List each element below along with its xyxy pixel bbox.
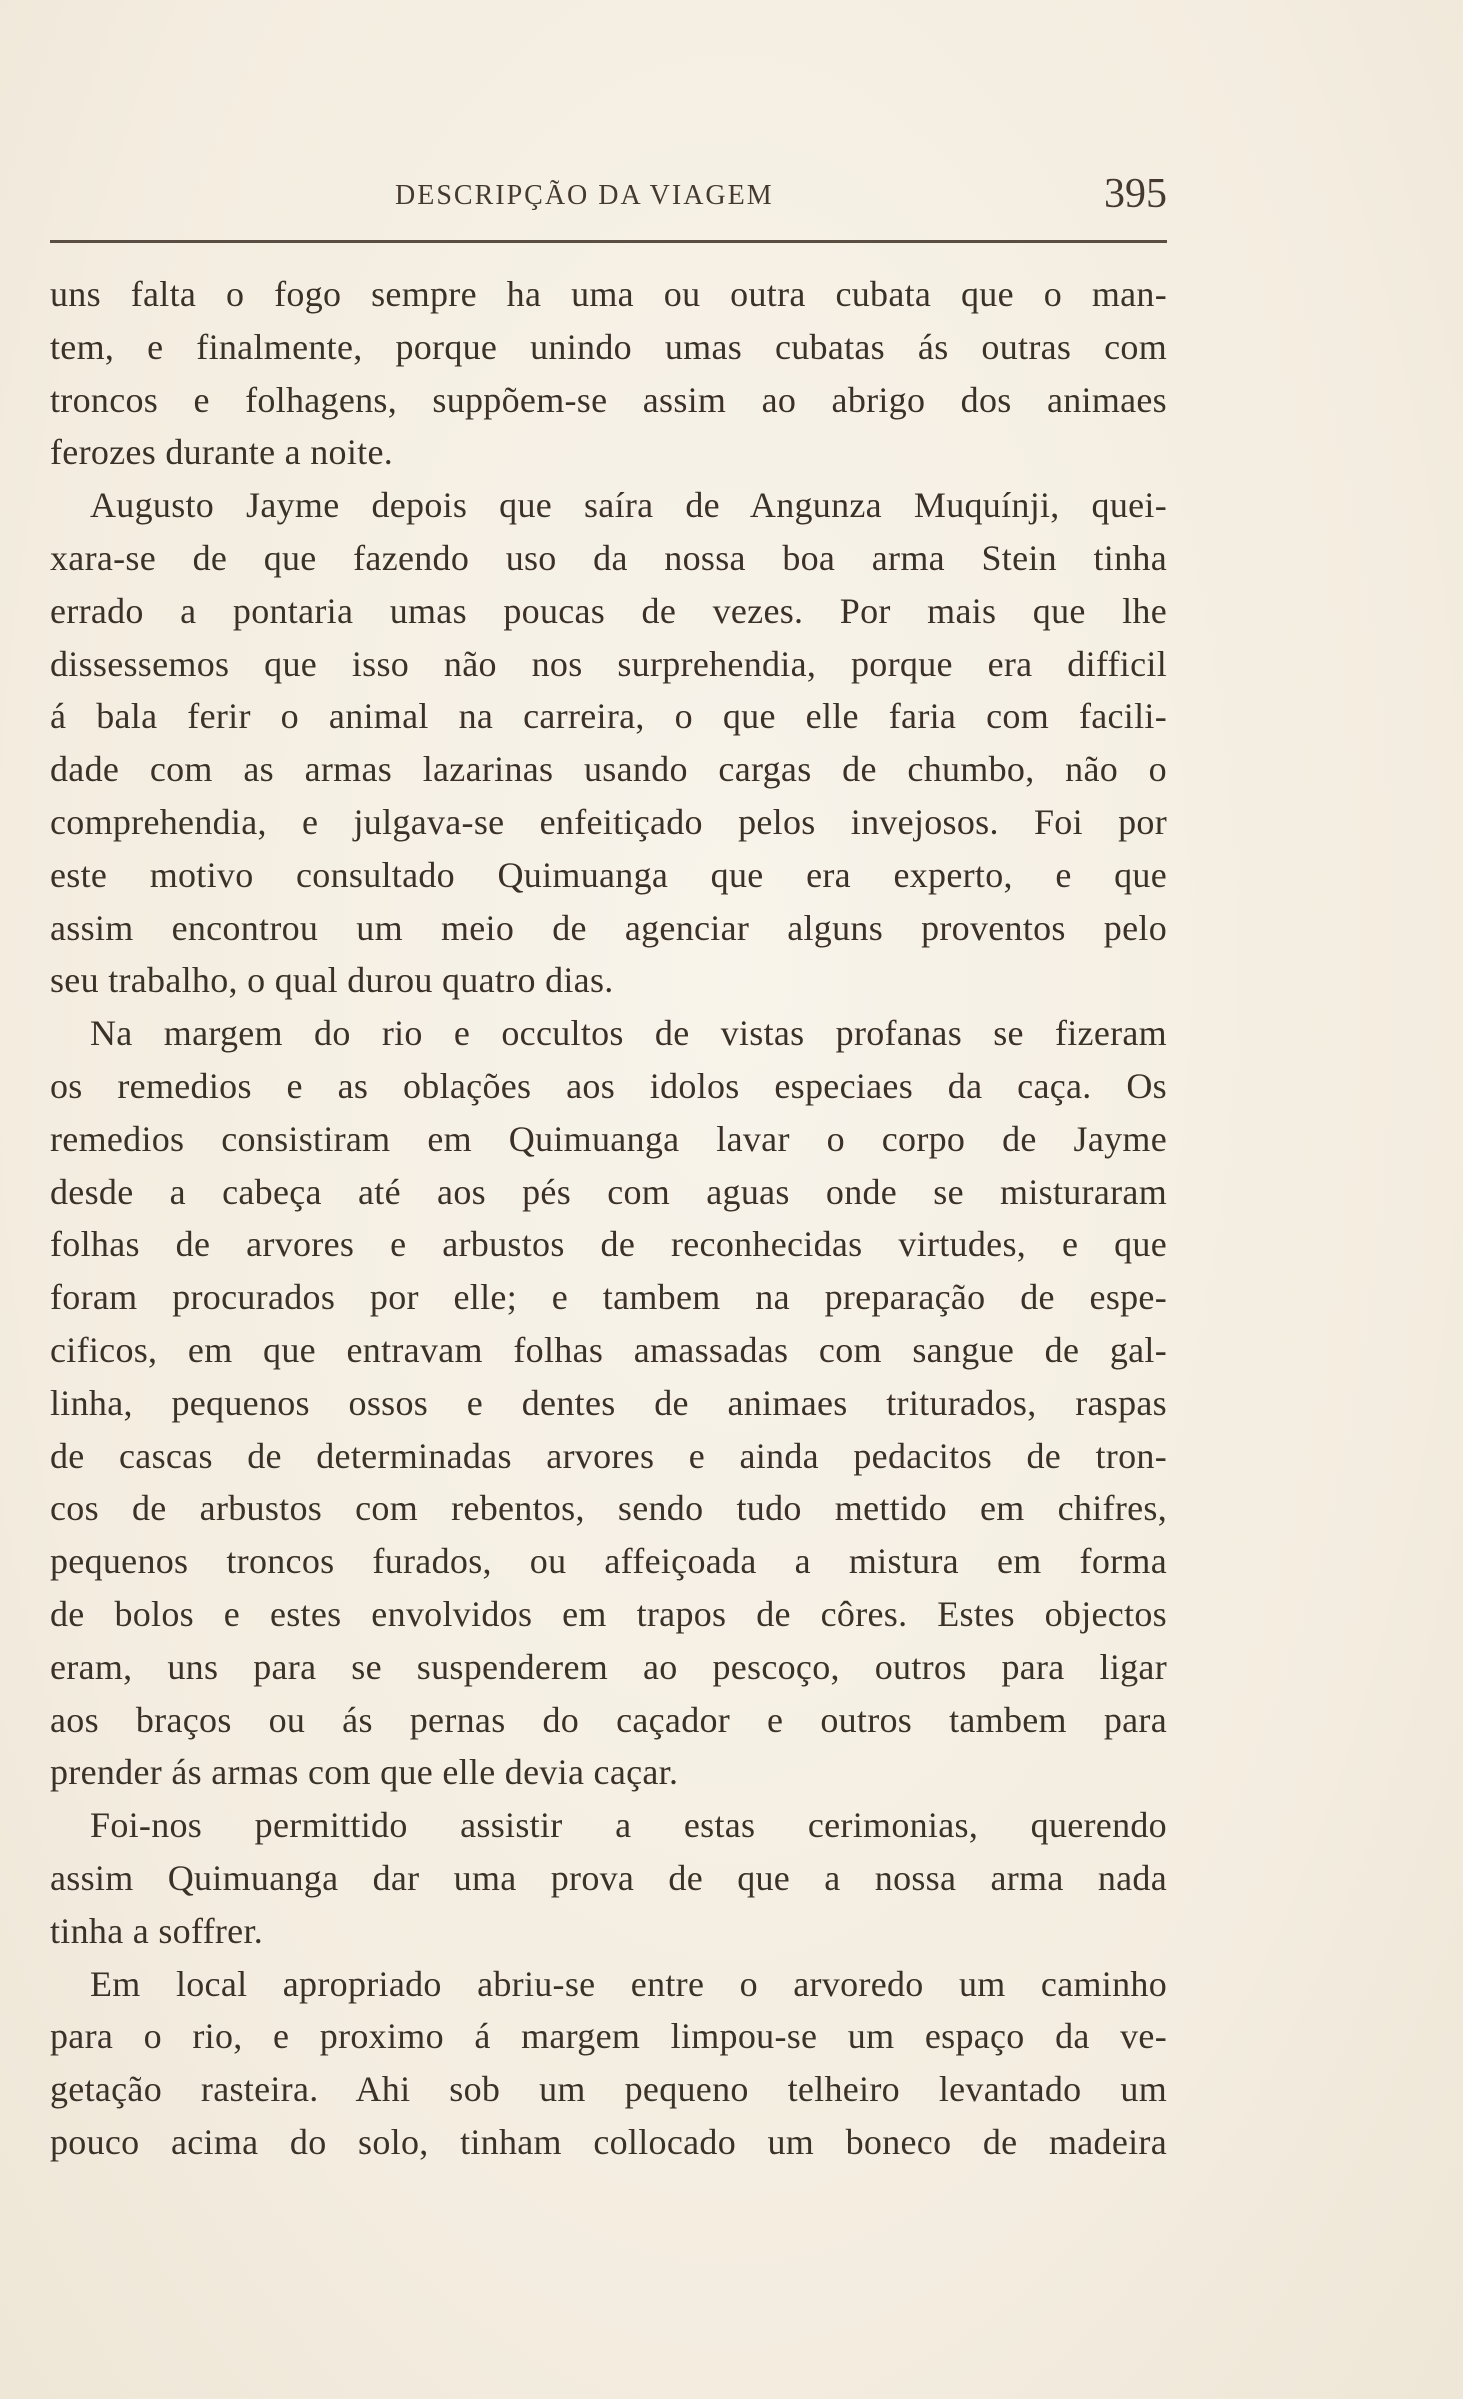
text-line: xara-se de que fazendo uso da nossa boa arma Stein tinha: [50, 537, 1167, 578]
text-line: Foi-nos permittido assistir a estas cerimonias, querendo: [90, 1805, 1167, 1846]
text-line: foram procurados por elle; e tambem na preparação de espe-: [50, 1277, 1167, 1318]
text-line: á bala ferir o animal na carreira, o que elle faria com facili-: [50, 696, 1167, 737]
text-line: remedios consistiram em Quimuanga lavar o corpo de Jayme: [50, 1118, 1167, 1159]
text-line: Em local apropriado abriu-se entre o arvoredo um caminho: [90, 1963, 1167, 2004]
text-line: linha, pequenos ossos e dentes de animaes triturados, raspas: [50, 1382, 1167, 1423]
text-line: cos de arbustos com rebentos, sendo tudo mettido em chifres,: [50, 1488, 1167, 1529]
header-rule: [50, 240, 1167, 243]
page-header: [50, 170, 1167, 230]
text-line: os remedios e as oblações aos idolos especiaes da caça. Os: [50, 1065, 1167, 1106]
running-title: DESCRIPÇÃO DA VIAGEM: [395, 180, 774, 211]
text-line: dade com as armas lazarinas usando cargas de chumbo, não o: [50, 749, 1167, 790]
text-line: getação rasteira. Ahi sob um pequeno telheiro levantado um: [50, 2069, 1167, 2110]
text-line: folhas de arvores e arbustos de reconhecidas virtudes, e que: [50, 1224, 1167, 1265]
text-line: troncos e folhagens, suppõem-se assim ao abrigo dos animaes: [50, 379, 1167, 420]
text-line: de bolos e estes envolvidos em trapos de côres. Estes objectos: [50, 1593, 1167, 1634]
text-line: errado a pontaria umas poucas de vezes. Por mais que lhe: [50, 590, 1167, 631]
text-line: tinha a soffrer.: [50, 1910, 264, 1951]
text-line: cificos, em que entravam folhas amassadas com sangue de gal-: [50, 1329, 1167, 1370]
text-line: Augusto Jayme depois que saíra de Angunza Muquínji, quei-: [90, 485, 1167, 526]
text-line: pouco acima do solo, tinham collocado um boneco de madeira: [50, 2121, 1167, 2162]
text-line: para o rio, e proximo á margem limpou-se um espaço da ve-: [50, 2016, 1167, 2057]
text-line: eram, uns para se suspenderem ao pescoço, outros para ligar: [50, 1646, 1167, 1687]
body-text: [50, 268, 1167, 2169]
text-line: tem, e finalmente, porque unindo umas cubatas ás outras com: [50, 326, 1167, 367]
text-line: Na margem do rio e occultos de vistas profanas se fizeram: [90, 1013, 1167, 1054]
text-line: ferozes durante a noite.: [50, 432, 394, 473]
page-number: 395: [1104, 171, 1167, 217]
text-line: este motivo consultado Quimuanga que era experto, e que: [50, 854, 1167, 895]
text-line: uns falta o fogo sempre ha uma ou outra cubata que o man-: [50, 274, 1167, 314]
text-line: pequenos troncos furados, ou affeiçoada a mistura em forma: [50, 1541, 1167, 1582]
text-line: desde a cabeça até aos pés com aguas onde se misturaram: [50, 1171, 1167, 1212]
text-line: dissessemos que isso não nos surprehendia, porque era difficil: [50, 643, 1167, 684]
text-line: assim encontrou um meio de agenciar alguns proventos pelo: [50, 907, 1167, 948]
text-line: assim Quimuanga dar uma prova de que a nossa arma nada: [50, 1857, 1167, 1898]
text-line: prender ás armas com que elle devia caçar.: [50, 1752, 679, 1793]
text-line: seu trabalho, o qual durou quatro dias.: [50, 960, 614, 1001]
text-line: de cascas de determinadas arvores e ainda pedacitos de tron-: [50, 1435, 1167, 1476]
text-line: aos braços ou ás pernas do caçador e outros tambem para: [50, 1699, 1167, 1740]
text-line: comprehendia, e julgava-se enfeitiçado pelos invejosos. Foi por: [50, 801, 1167, 842]
